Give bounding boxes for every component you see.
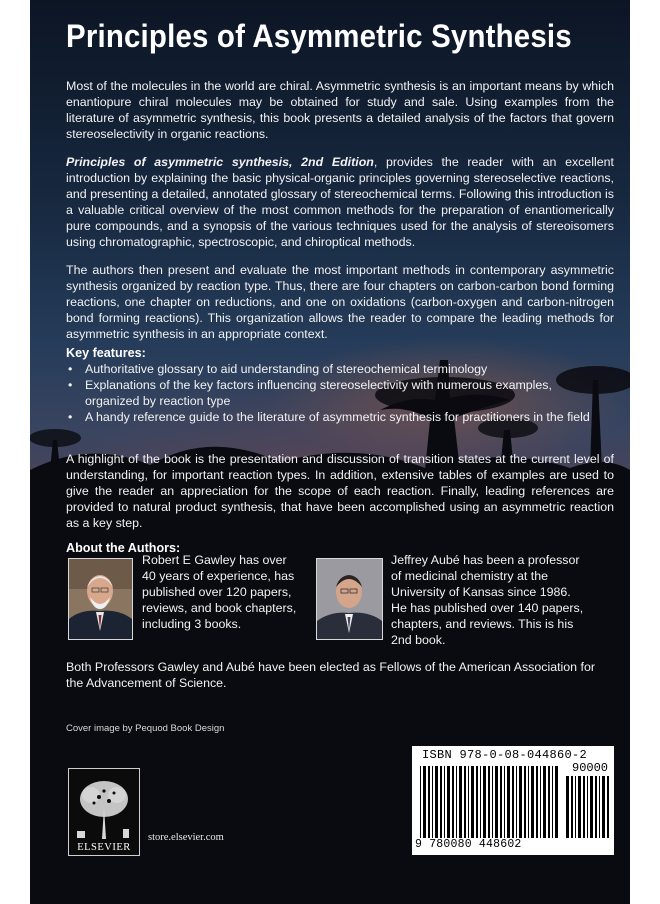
- barcode-panel: [412, 746, 614, 855]
- aube-bio-line: 2nd book.: [391, 633, 446, 647]
- barcode-bar: [571, 776, 573, 838]
- barcode-bar: [528, 766, 529, 838]
- barcode-bar: [552, 766, 553, 838]
- elsevier-tree-icon: [69, 769, 139, 841]
- gawley-photo: [68, 558, 133, 640]
- barcode-bar: [428, 766, 430, 838]
- gawley-bio: [142, 552, 296, 632]
- barcode-bar: [575, 776, 576, 838]
- elsevier-logo: [68, 768, 140, 856]
- store-url[interactable]: store.elsevier.com: [148, 832, 224, 843]
- isbn-barcode: [420, 766, 560, 838]
- barcode-bar: [456, 766, 457, 838]
- barcode-bar: [464, 766, 466, 838]
- barcode-bar: [420, 766, 421, 838]
- gawley-bio-line: published over 120 papers,: [142, 585, 292, 599]
- fellows-statement: Both Professors Gawley and Aubé have been elected as Fellows of the American Association for the Advancement of Science.: [66, 660, 595, 690]
- barcode-bar: [599, 776, 600, 838]
- barcode-bar: [531, 766, 534, 838]
- barcode-bar: [587, 776, 588, 838]
- about-authors-heading: About the Authors:: [66, 541, 181, 555]
- barcode-bar: [555, 766, 558, 838]
- barcode-bar: [452, 766, 454, 838]
- barcode-bar: [459, 766, 462, 838]
- aube-bio-line: Jeffrey Aubé has been a professor: [391, 553, 580, 567]
- gawley-bio-line: including 3 books.: [142, 617, 242, 631]
- gawley-bio-line: Robert E Gawley has over: [142, 553, 287, 567]
- barcode-bar: [444, 766, 445, 838]
- barcode-bar: [595, 776, 597, 838]
- barcode-bar: [578, 776, 581, 838]
- barcode-bar: [516, 766, 517, 838]
- barcode-bar: [483, 766, 486, 838]
- gawley-bio-line: 40 years of experience, has: [142, 569, 295, 583]
- elsevier-wordmark: ELSEVIER: [77, 842, 131, 853]
- intro-paragraph: Most of the molecules in the world are chiral. Asymmetric synthesis is an important means by which enantiopure chiral molecules may be obtained for study and sale. Using examples from the literature of asymmetric synthesis, this book presents a detailed analysis of the factors that govern stereoselectivity in organic reactions.: [66, 79, 614, 141]
- barcode-bar: [548, 766, 550, 838]
- barcode-bar: [492, 766, 493, 838]
- overview-paragraph: [66, 154, 614, 250]
- barcode-bar: [507, 766, 510, 838]
- barcode-bar: [468, 766, 469, 838]
- barcode-bar: [495, 766, 498, 838]
- barcode-bar: [524, 766, 526, 838]
- aube-bio: [391, 552, 583, 648]
- barcode-bar: [435, 766, 438, 838]
- barcode-bar: [543, 766, 546, 838]
- addon-barcode: [566, 776, 610, 838]
- barcode-bar: [500, 766, 502, 838]
- barcode-bar: [566, 776, 569, 838]
- cover-credit: Cover image by Pequod Book Design: [66, 723, 225, 734]
- aube-bio-line: chapters, and reviews. This is his: [391, 617, 574, 631]
- barcode-bar: [476, 766, 478, 838]
- barcode-bar: [432, 766, 433, 838]
- key-features-list: [66, 361, 606, 425]
- barcode-bar: [471, 766, 474, 838]
- overview-book-title: Principles of asymmetric synthesis, 2nd Edition: [66, 155, 374, 169]
- barcode-bar: [536, 766, 538, 838]
- key-feature-item: • Explanations of the key factors influencing stereoselectivity with numerous examples, organized by reaction type: [66, 377, 606, 409]
- barcode-bar: [519, 766, 522, 838]
- aube-bio-line: University of Kansas since 1986.: [391, 585, 571, 599]
- price-code: 90000: [572, 761, 609, 775]
- barcode-bar: [607, 776, 609, 838]
- barcode-bar: [488, 766, 490, 838]
- aube-bio-line: He has published over 140 papers,: [391, 601, 584, 615]
- key-feature-item: • A handy reference guide to the literature of asymmetric synthesis for practitioners in the field: [66, 409, 606, 425]
- book-title: Principles of Asymmetric Synthesis: [66, 18, 572, 54]
- barcode-bar: [504, 766, 505, 838]
- barcode-bar: [447, 766, 450, 838]
- barcode-bar: [480, 766, 481, 838]
- gawley-bio-line: reviews, and book chapters,: [142, 601, 297, 615]
- aube-photo: [316, 558, 383, 640]
- highlight-paragraph: A highlight of the book is the presentation and discussion of transition states at the current level of understanding, for important reaction types. In addition, extensive tables of examples are used to give the reader an appreciation for the scope of each reaction. Finally, leading references are provided to natural product synthesis, that have been accomplished using an asymmetric reaction as a key step.: [66, 452, 614, 530]
- barcode-bar: [590, 776, 593, 838]
- overview-text: , provides the reader with an excellent introduction by explaining the basic physical-organic principles governing stereoselective reactions, and presenting a detailed, annotated glossary of stereochemical terms. Following this introduction is a valuable critical overview of the most common methods for the preparation of enantiomerically pure compounds, and a synopsis of the various techniques used for the analysis of stereoisomers using chromatographic, spectroscopic, and chiroptical methods.: [66, 155, 614, 249]
- barcode-number: 9 780080 448602: [415, 838, 522, 851]
- barcode-bar: [440, 766, 442, 838]
- barcode-bar: [423, 766, 426, 838]
- back-cover: [30, 0, 630, 904]
- key-feature-item: • Authoritative glossary to aid understanding of stereochemical terminology: [66, 361, 606, 377]
- methods-paragraph: The authors then present and evaluate the most important methods in contemporary asymmetric synthesis organized by reaction type. Thus, there are four chapters on carbon-carbon bond forming reactions, one chapter on reductions, and one on oxidations (carbon-oxygen and carbon-nitrogen bond forming reactions). This organization allows the reader to compare the leading methods for asymmetric synthesis in an appropriate context.: [66, 263, 614, 341]
- barcode-bar: [512, 766, 514, 838]
- barcode-bar: [583, 776, 585, 838]
- barcode-bar: [602, 776, 605, 838]
- aube-bio-line: of medicinal chemistry at the: [391, 569, 549, 583]
- key-features-heading: Key features:: [66, 346, 146, 360]
- isbn-text: ISBN 978-0-08-044860-2: [422, 748, 588, 762]
- barcode-bar: [540, 766, 541, 838]
